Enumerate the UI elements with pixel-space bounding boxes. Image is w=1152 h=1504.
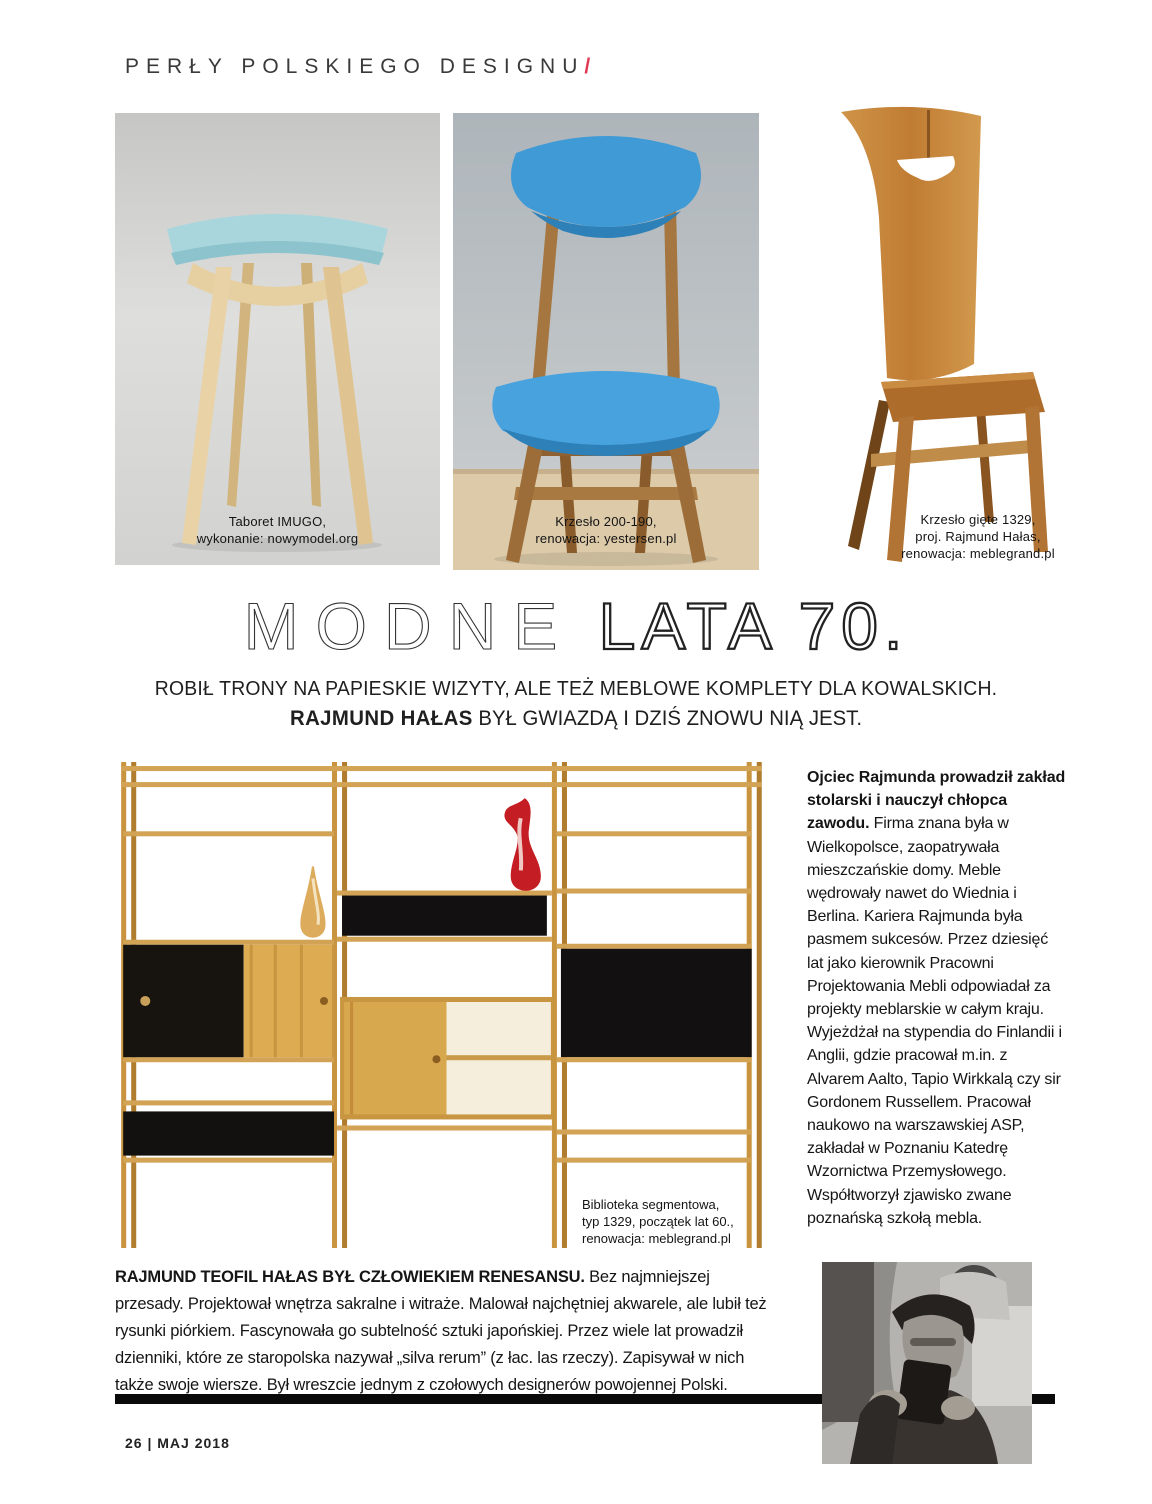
- caption-line: Biblioteka segmentowa,: [582, 1197, 720, 1212]
- stool-illustration: [115, 113, 440, 565]
- caption-line: Krzesło gięte 1329,: [920, 512, 1036, 527]
- bw-photo-illustration: [822, 1262, 1032, 1464]
- page-number: 26 | MAJ 2018: [125, 1435, 230, 1451]
- caption-line: wykonanie: nowymodel.org: [196, 531, 359, 546]
- lede-line1: ROBIŁ TRONY NA PAPIESKIE WIZYTY, ALE TEŻ MEBLOWE KOMPLETY DLA KOWALSKICH.: [154, 678, 998, 700]
- caption-line: typ 1329, początek lat 60.,: [582, 1214, 734, 1229]
- photo-rajmund-halas-bw: [822, 1262, 1032, 1464]
- lede-name-bold: RAJMUND HAŁAS: [289, 707, 473, 730]
- article-right-column: [807, 766, 1067, 1230]
- bent-chair-illustration: [775, 98, 1070, 572]
- photo-chair-200-190: [453, 113, 759, 570]
- bottom-paragraph-body: Bez najmniejszej przesady. Projektował wnętrza sakralne i witraże. Malował najchętniej akwarele, ale lubił też rysunki piórkiem. Fascynowała go subtelność sztuki japońskiej. Przez wiele lat prowadził dzienniki, które ze staropolska nazywał „silva rerum” (z łac. las rzeczy). Zapisywał w nich także swoje wiersze. Był wreszcie jednym z czołowych designerów powojennej Polski.: [115, 1268, 767, 1394]
- photo-chair-1329: [775, 98, 1070, 572]
- caption-line: proj. Rajmund Hałas,: [915, 529, 1041, 544]
- caption-stool: [115, 513, 440, 547]
- lede-line2: [17, 707, 1134, 731]
- photo-stool-imugo: [115, 113, 440, 565]
- accent-slash: /: [584, 55, 591, 78]
- headline-strong: LATA 70.: [574, 589, 909, 663]
- chair-illustration: [453, 113, 759, 570]
- headline: [0, 586, 1152, 666]
- caption-line: Taboret IMUGO,: [228, 514, 327, 529]
- headline-light: MODNE: [243, 589, 575, 663]
- caption-bookshelf: [582, 1196, 752, 1247]
- bottom-paragraph-lead: RAJMUND TEOFIL HAŁAS BYŁ CZŁOWIEKIEM RENESANSU.: [115, 1268, 585, 1286]
- right-column-body: Firma znana była w Wielkopolsce, zaopatrywała mieszczańskie domy. Meble wędrowały nawet do Wiednia i Berlina. Kariera Rajmunda była pasmem sukcesów. Przez dziesięć lat jako kierownik Pracowni Projektowania Mebli odpowiadał za projekty meblarskie w całym kraju. Wyjeżdżał na stypendia do Finlandii i Anglii, gdzie pracował m.in. z Alvarem Aalto, Tapio Wirkkalą czy sir Gordonem Russellem. Pracował naukowo na warszawskiej ASP, zakładał w Poznaniu Katedrę Wzornictwa Przemysłowego. Współtworzył zjawisko zwane poznańską szkołą mebla.: [807, 815, 1062, 1227]
- section-kicker: [125, 55, 590, 79]
- photo-bookshelf: [113, 758, 791, 1255]
- right-column-lead: Ojciec Rajmunda prowadził zakład stolarski i nauczył chłopca zawodu.: [807, 769, 1066, 833]
- lede-line2-rest: BYŁ GWIAZDĄ I DZIŚ ZNOWU NIĄ JEST.: [472, 707, 863, 730]
- bookshelf-illustration: [113, 758, 791, 1255]
- kicker-title: PERŁY POLSKIEGO DESIGNU: [125, 55, 585, 78]
- caption-chair-1329: [893, 511, 1063, 562]
- caption-chair-200-190: [453, 513, 759, 547]
- article-bottom-paragraph: [115, 1264, 770, 1399]
- caption-line: renowacja: meblegrand.pl: [582, 1231, 731, 1246]
- caption-line: renowacja: meblegrand.pl: [901, 546, 1055, 561]
- caption-line: Krzesło 200-190,: [555, 514, 657, 529]
- caption-line: renowacja: yestersen.pl: [535, 531, 677, 546]
